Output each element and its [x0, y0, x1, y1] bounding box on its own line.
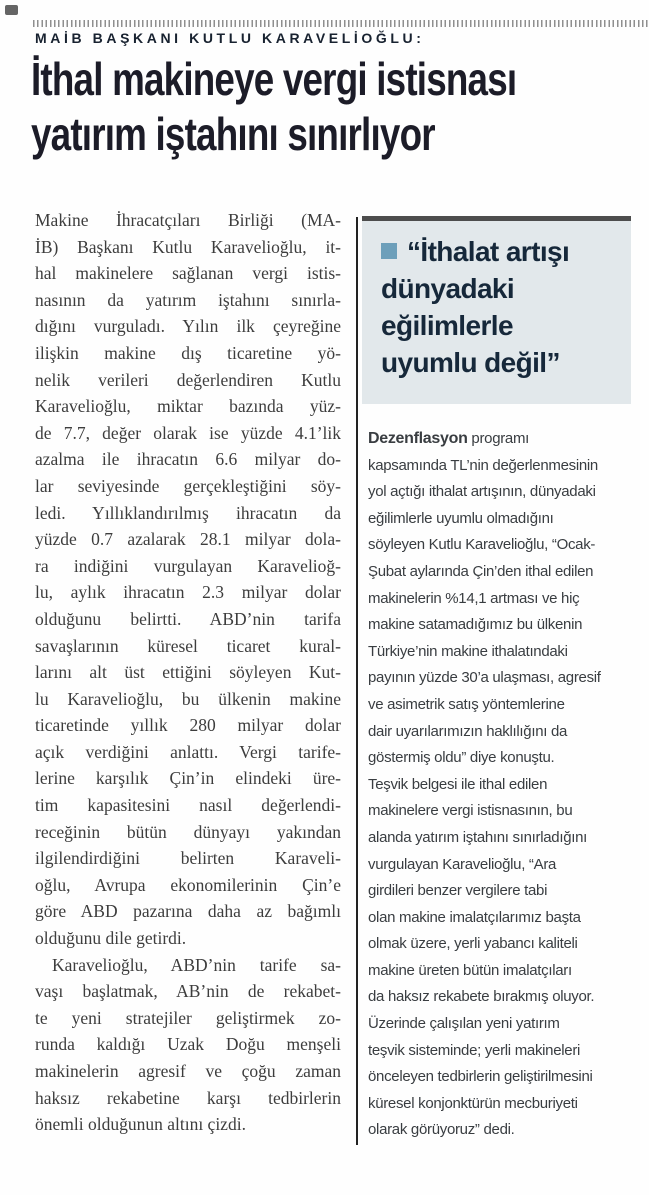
- dotted-rule: [33, 20, 649, 27]
- text-line: olduğunu dile getirdi.: [35, 928, 187, 949]
- text-line: makinelere vergi istisnasının, bu: [368, 802, 573, 820]
- text-line: Teşvik belgesi ile ithal edilen: [368, 775, 548, 793]
- lead-word: Dezenflasyon: [368, 430, 468, 447]
- text-line: Karavelioğlu, ABD’nin tarife sa-: [52, 954, 341, 975]
- paragraph: [35, 952, 341, 1138]
- text-line: lerine karşılık Çin’in elindeki üre-: [35, 768, 341, 789]
- text-line: Üzerinde çalışılan yeni yatırım: [368, 1015, 560, 1033]
- text-line: kapsamında TL’nin değerlenmesinin: [368, 456, 598, 474]
- headline: [31, 52, 649, 162]
- square-bullet-icon: [381, 243, 397, 259]
- text-line: runda kaldığı Uzak Doğu menşeli: [35, 1034, 341, 1055]
- text-line: makinelerin agresif ve çoğu zaman: [35, 1061, 341, 1081]
- text-line: göre ABD pazarına daha az bağımlı: [35, 901, 341, 922]
- headline-line: yatırım iştahını sınırlıyor: [31, 108, 435, 160]
- text-line: göstermiş oldu” diye konuştu.: [368, 749, 555, 767]
- text-line: alanda yatırım iştahını sınırladığını: [368, 828, 588, 846]
- text-line: savaşlarının küresel ticaret kural-: [35, 635, 341, 656]
- text-line: payının yüzde 30’a ulaşması, agresif: [368, 669, 601, 687]
- text-line: eğilimlerle: [381, 310, 513, 341]
- text-line: Karavelioğlu, miktar bazında yüz-: [35, 396, 341, 417]
- text-line: ilgilendirdiğini belirten Karaveli-: [35, 848, 341, 869]
- article-body: [35, 207, 341, 1138]
- text-line: makinelerin %14,1 artması ve hiç: [368, 589, 580, 607]
- text-line: hal makinelere sağlanan vergi istis-: [35, 263, 341, 284]
- text-line: olmak üzere, yerli yabancı kaliteli: [368, 935, 578, 953]
- text-line: ticaretinde yıllık 280 milyar dolar: [35, 715, 341, 736]
- text-line: oğlu, Avrupa ekonomilerinin Çin’e: [35, 874, 341, 895]
- quote-first-line: [381, 233, 625, 270]
- text-line: larını alt üst ettiğini söyleyen Kut-: [35, 662, 341, 683]
- text-line: dığını vurguladı. Yılın ilk çeyreğine: [35, 316, 341, 337]
- text-line: Şubat aylarında Çin’den ithal edilen: [368, 562, 594, 580]
- paragraph: [35, 207, 341, 952]
- text-line: olarak görüyoruz” dedi.: [368, 1121, 515, 1139]
- text-line: lu, aylık ihracatın 2.3 milyar dolar: [35, 582, 341, 603]
- text-line: dair uyarılarımızın haklılığını da: [368, 722, 568, 740]
- quote-text: “İthalat artışı: [407, 236, 570, 267]
- text-line: söyleyen Kutlu Karavelioğlu, “Ocak-: [368, 536, 596, 554]
- text-line: de 7.7, değer olarak ise yüzde 4.1’lik: [35, 422, 341, 443]
- pull-quote-box: [362, 216, 631, 404]
- text-line: açık verdiğini anlattı. Vergi tarife-: [35, 741, 341, 762]
- text-line: tim kapasitesini nasıl değerlendi-: [35, 795, 341, 816]
- text-line: da haksız rekabete bırakmış oluyor.: [368, 988, 595, 1006]
- text-line: İB) Başkanı Kutlu Karavelioğlu, it-: [35, 236, 341, 257]
- quote-lines: [381, 270, 625, 381]
- text-line: vaşı başlatmak, AB’nin de rekabet-: [35, 981, 341, 1002]
- text-line: nelik verileri değerlendiren Kutlu: [35, 369, 341, 390]
- text-line: eğilimlerle uyumlu olmadığını: [368, 509, 554, 527]
- text-line: olduğunu belirtti. ABD’nin tarifa: [35, 608, 341, 629]
- text-line: vurgulayan Karavelioğlu, “Ara: [368, 855, 557, 873]
- text-line: önemli olduğunun altını çizdi.: [35, 1114, 246, 1135]
- headline-line: İthal makineye vergi istisnası: [31, 53, 517, 105]
- text-line: dünyadaki: [381, 273, 515, 304]
- text-line: küresel konjonktürün mecburiyeti: [368, 1094, 578, 1112]
- text-line: azalma ile ihracatın 6.6 milyar do-: [35, 449, 341, 470]
- sidebar-lead-line: [368, 426, 644, 453]
- text-line: ledi. Yıllıklandırılmış ihracatın da: [35, 502, 341, 523]
- text-line: te yeni stratejiler geliştirmek zo-: [35, 1007, 341, 1028]
- kicker: MAİB BAŞKANI KUTLU KARAVELİOĞLU:: [35, 30, 425, 46]
- text-line: girdileri benzer vergilere tabi: [368, 882, 548, 900]
- text-line: ve asimetrik satış yöntemlerine: [368, 695, 565, 713]
- text-line: yüzde 0.7 azalarak 28.1 milyar dola-: [35, 529, 341, 550]
- text-line: olan makine imalatçılarımız başta: [368, 908, 581, 926]
- sidebar-body: [368, 426, 644, 1144]
- text-line: nasının da yatırım iştahını sınırla-: [35, 289, 341, 310]
- text-line: lu Karavelioğlu, bu ülkenin makine: [35, 688, 341, 709]
- text-line: haksız rekabetine karşı tedbirlerin: [35, 1087, 341, 1108]
- text-line: Makine İhracatçıları Birliği (MA-: [35, 210, 341, 230]
- text-line: makine üreten bütün imalatçıları: [368, 961, 572, 979]
- text-line: yol açtığı ithalat artışının, dünyadaki: [368, 483, 596, 501]
- lead-rest: programı: [467, 430, 530, 447]
- text-line: uyumlu değil”: [381, 347, 560, 378]
- text-line: ra indiğini vurgulayan Karavelioğ-: [35, 555, 341, 576]
- text-line: önceleyen tedbirlerin geliştirilmesini: [368, 1068, 593, 1086]
- text-line: Türkiye’nin makine ithalatındaki: [368, 642, 568, 660]
- column-divider: [356, 217, 358, 1145]
- text-line: teşvik sisteminde; yerli makineleri: [368, 1041, 581, 1059]
- text-line: ilişkin makine dış ticaretine yö-: [35, 342, 341, 363]
- text-line: makine satamadığımız bu ülkenin: [368, 616, 583, 634]
- text-line: lar seviyesinde gerçekleştiğini söy-: [35, 475, 341, 496]
- scan-artifact: [5, 5, 18, 15]
- sidebar-lines: [368, 453, 644, 1144]
- text-line: receğinin bütün dünyayı yakından: [35, 821, 341, 842]
